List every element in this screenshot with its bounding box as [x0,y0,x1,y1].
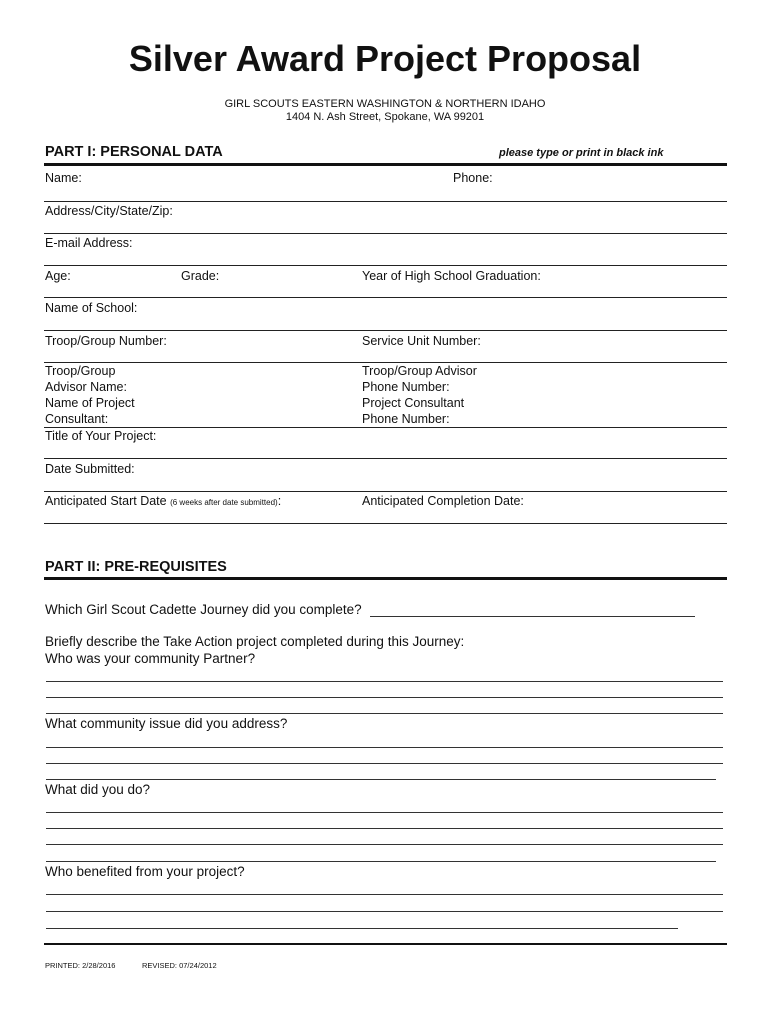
age-label: Age: [45,269,71,283]
journey-question: Which Girl Scout Cadette Journey did you complete? [45,602,362,617]
phone-label: Phone: [453,171,493,185]
email-label: E-mail Address: [45,236,133,250]
benefited-answer-line[interactable] [46,928,678,929]
partner-answer-line[interactable] [46,713,723,714]
advisor-name-label-line1: Troop/Group [45,364,116,378]
footer-divider [44,943,727,945]
school-field-line[interactable] [44,330,727,331]
consultant-name-label-line2: Consultant: [45,412,109,426]
email-field-line[interactable] [44,265,727,266]
document-title: Silver Award Project Proposal [128,38,642,79]
journey-answer-line[interactable] [370,616,695,617]
project-title-field-line[interactable] [44,458,727,459]
advisor-name-label-line2: Advisor Name: [45,380,127,394]
troop-number-label: Troop/Group Number: [45,334,167,348]
advisor-phone-label-line1: Troop/Group Advisor [362,364,477,378]
dates-field-line[interactable] [44,523,727,524]
partner-answer-line[interactable] [46,697,723,698]
benefited-answer-line[interactable] [46,894,723,895]
date-submitted-field-line[interactable] [44,491,727,492]
name-label: Name: [45,171,82,185]
issue-question: What community issue did you address? [45,716,288,731]
date-submitted-label: Date Submitted: [45,462,135,476]
revised-date: REVISED: 07/24/2012 [142,961,217,970]
consultant-name-label-line1: Name of Project [45,396,135,410]
graduation-label: Year of High School Graduation: [362,269,541,283]
partner-answer-line[interactable] [46,681,723,682]
did-answer-line[interactable] [46,828,723,829]
completion-date-label: Anticipated Completion Date: [362,494,524,508]
school-label: Name of School: [45,301,138,315]
printed-date: PRINTED: 2/28/2016 [45,961,116,970]
age-grade-field-line[interactable] [44,297,727,298]
part2-heading: PART II: PRE-REQUISITES [45,559,227,575]
consultant-phone-label-line2: Phone Number: [362,412,450,426]
did-answer-line[interactable] [46,844,723,845]
grade-label: Grade: [181,269,220,283]
benefited-answer-line[interactable] [46,911,723,912]
troop-field-line[interactable] [44,362,727,363]
service-unit-label: Service Unit Number: [362,334,481,348]
issue-answer-line[interactable] [46,763,723,764]
partner-question: Who was your community Partner? [45,651,256,666]
address-label: Address/City/State/Zip: [45,204,173,218]
ink-instruction: please type or print in black ink [499,147,664,159]
start-date-label: Anticipated Start Date (6 weeks after date submitted): [45,494,282,508]
project-title-label: Title of Your Project: [45,429,157,443]
name-field-line[interactable] [44,201,727,202]
issue-answer-line[interactable] [46,779,716,780]
organization-address: 1404 N. Ash Street, Spokane, WA 99201 [285,111,485,123]
consultant-field-line[interactable] [44,427,727,428]
benefited-question: Who benefited from your project? [45,864,245,879]
advisor-phone-label-line2: Phone Number: [362,380,450,394]
part2-divider [44,577,727,580]
start-date-note: (6 weeks after date submitted) [170,498,278,507]
did-question: What did you do? [45,782,151,797]
address-field-line[interactable] [44,233,727,234]
part1-divider [44,163,727,166]
did-answer-line[interactable] [46,861,716,862]
organization-name: GIRL SCOUTS EASTERN WASHINGTON & NORTHERN IDAHO [224,98,546,110]
describe-question: Briefly describe the Take Action project completed during this Journey: [45,634,465,649]
part1-heading: PART I: PERSONAL DATA [45,144,223,160]
did-answer-line[interactable] [46,812,723,813]
issue-answer-line[interactable] [46,747,723,748]
consultant-phone-label-line1: Project Consultant [362,396,465,410]
